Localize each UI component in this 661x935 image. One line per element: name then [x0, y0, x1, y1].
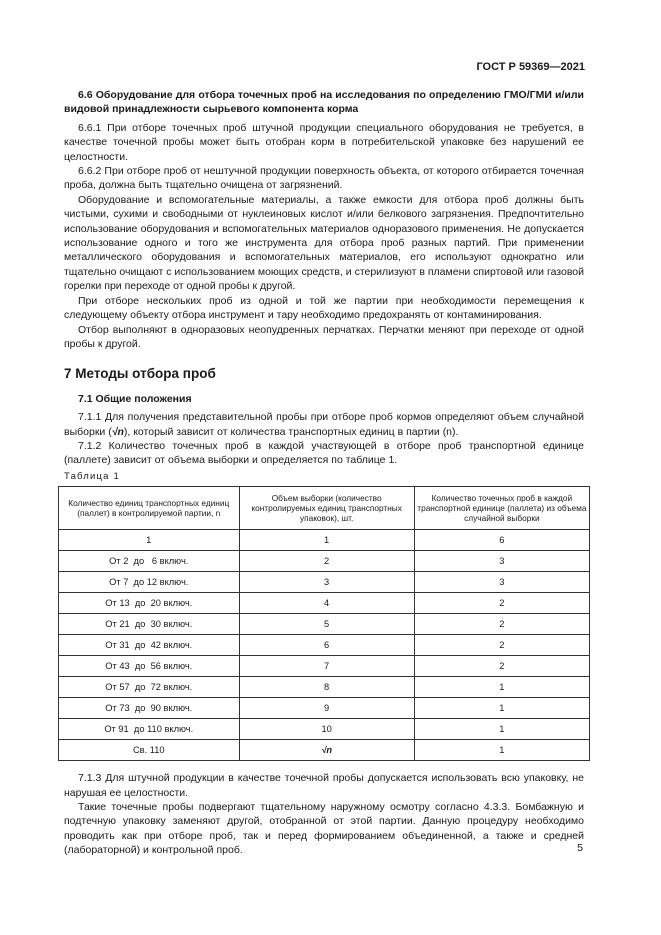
sqrt-n-symbol: √n	[111, 425, 124, 438]
cell-point-samples: 6	[414, 530, 589, 551]
cell-pallet-range: От 2 до 6 включ.	[59, 551, 240, 572]
p711-text-after: ), который зависит от количества транспортных единиц в партии (n).	[123, 425, 459, 438]
cell-pallet-range: От 13 до 20 включ.	[59, 593, 240, 614]
cell-pallet-range: От 57 до 72 включ.	[59, 677, 240, 698]
table-1	[58, 486, 590, 761]
cell-sample-size: 4	[239, 593, 414, 614]
paragraph-6-6-1: 6.6.1 При отборе точечных проб штучной продукции специального оборудования не требуется, в качестве точечной пробы может быть отобран корм в потребительской упаковке без нарушений ее целостности.	[64, 121, 584, 163]
cell-point-samples: 1	[414, 677, 589, 698]
cell-sample-size: 6	[239, 635, 414, 656]
table-row	[59, 698, 590, 719]
cell-point-samples: 3	[414, 551, 589, 572]
paragraph-gloves: Отбор выполняют в одноразовых неопудренных перчатках. Перчатки меняют при переходе от одной пробы к другой.	[64, 323, 584, 350]
paragraph-inspection: Такие точечные пробы подвергают тщательному наружному осмотру согласно 4.3.3. Бомбажную и подтечную упаковку заменяют другой, отобранной от этой партии. Данную процедуру необходимо проводить как при отборе проб, так и перед формированием объединенной, а также и средней (лабораторной) и контрольной проб.	[64, 800, 584, 857]
table-row	[59, 677, 590, 698]
table-caption: Таблица 1	[64, 470, 120, 482]
section-7-1-title: 7.1 Общие положения	[78, 392, 192, 405]
cell-sample-size: 2	[239, 551, 414, 572]
cell-sample-size: 9	[239, 698, 414, 719]
cell-pallet-range: От 7 до 12 включ.	[59, 572, 240, 593]
cell-point-samples: 1	[414, 698, 589, 719]
section-6-6-title: 6.6 Оборудование для отбора точечных проб на исследования по определению ГМО/ГМИ и/или видовой принадлежности сырьевого компонента корма	[64, 89, 584, 116]
cell-pallet-range: От 43 до 56 включ.	[59, 656, 240, 677]
table-row	[59, 530, 590, 551]
cell-pallet-range: Св. 110	[59, 740, 240, 761]
cell-pallet-range: От 91 до 110 включ.	[59, 719, 240, 740]
cell-point-samples: 3	[414, 572, 589, 593]
cell-sample-size: √n	[239, 740, 414, 761]
cell-sample-size: 10	[239, 719, 414, 740]
paragraph-equipment: Оборудование и вспомогательные материалы, а также емкости для отбора проб должны быть чистыми, сухими и свободными от нуклеиновых кислот и/или белкового загрязнения. Предпочтительно использование оборудования и вспомогательных материалов одноразового применения. Не допускается использование одного и того же инструмента для отбора проб разных партий. При применении металлического оборудования и вспомогательных материалов, его используют однократно или тщательно очищают с использованием моющих средств, и стерилизуют в пламени спиртовой или газовой горелки при переходе от одной пробы к другой.	[64, 193, 584, 293]
cell-sample-size: 7	[239, 656, 414, 677]
p711-text-before: 7.1.1 Для получения представительной пробы при отборе проб кормов определяют объем случайной выборки (	[64, 411, 584, 438]
cell-sample-size: 8	[239, 677, 414, 698]
cell-point-samples: 2	[414, 656, 589, 677]
cell-point-samples: 2	[414, 593, 589, 614]
cell-pallet-range: От 73 до 90 включ.	[59, 698, 240, 719]
cell-sample-size: 3	[239, 572, 414, 593]
cell-pallet-range: От 21 до 30 включ.	[59, 614, 240, 635]
cell-point-samples: 2	[414, 614, 589, 635]
cell-point-samples: 1	[414, 719, 589, 740]
table-row	[59, 551, 590, 572]
paragraph-7-1-3: 7.1.3 Для штучной продукции в качестве точечной пробы допускается использовать всю упаковку, не нарушая ее целостности.	[64, 772, 584, 799]
page-content	[64, 88, 587, 858]
paragraph-multiple-samples: При отборе нескольких проб из одной и той же партии при необходимости перемещения к следующему объекту отбора инструмент и тару необходимо предохранять от контаминирования.	[64, 294, 584, 322]
cell-sample-size: 5	[239, 614, 414, 635]
paragraph-7-1-1	[64, 410, 584, 439]
header-pallet-count: Количество единиц транспортных единиц (паллет) в контролируемой партии, n	[59, 487, 240, 530]
section-7-title: 7 Методы отбора проб	[64, 366, 216, 382]
paragraph-7-1-2: 7.1.2 Количество точечных проб в каждой участвующей в отборе проб транспортной единице (паллете) зависит от объема выборки и определяется по таблице 1.	[64, 439, 584, 467]
table-row	[59, 635, 590, 656]
table-row	[59, 614, 590, 635]
header-point-samples: Количество точечных проб в каждой транспортной единице (паллета) из объема случайной выборки	[414, 487, 589, 530]
table-row	[59, 656, 590, 677]
cell-pallet-range: От 31 до 42 включ.	[59, 635, 240, 656]
table-body	[59, 530, 590, 761]
cell-point-samples: 2	[414, 635, 589, 656]
table-row	[59, 572, 590, 593]
table-row	[59, 593, 590, 614]
paragraph-6-6-2: 6.6.2 При отборе проб от нештучной продукции поверхность объекта, от которого отбирается точечная проба, должна быть тщательно очищена от загрязнений.	[64, 165, 584, 192]
table-row	[59, 719, 590, 740]
cell-point-samples: 1	[414, 740, 589, 761]
cell-pallet-range: 1	[59, 530, 240, 551]
table-row	[59, 740, 590, 761]
header-sample-size: Объем выборки (количество контролируемых единиц транспортных упаковок), шт.	[239, 487, 414, 530]
table-header-row	[59, 487, 590, 530]
standard-id: ГОСТ Р 59369—2021	[476, 61, 585, 73]
page-number: 5	[577, 842, 583, 854]
cell-sample-size: 1	[239, 530, 414, 551]
